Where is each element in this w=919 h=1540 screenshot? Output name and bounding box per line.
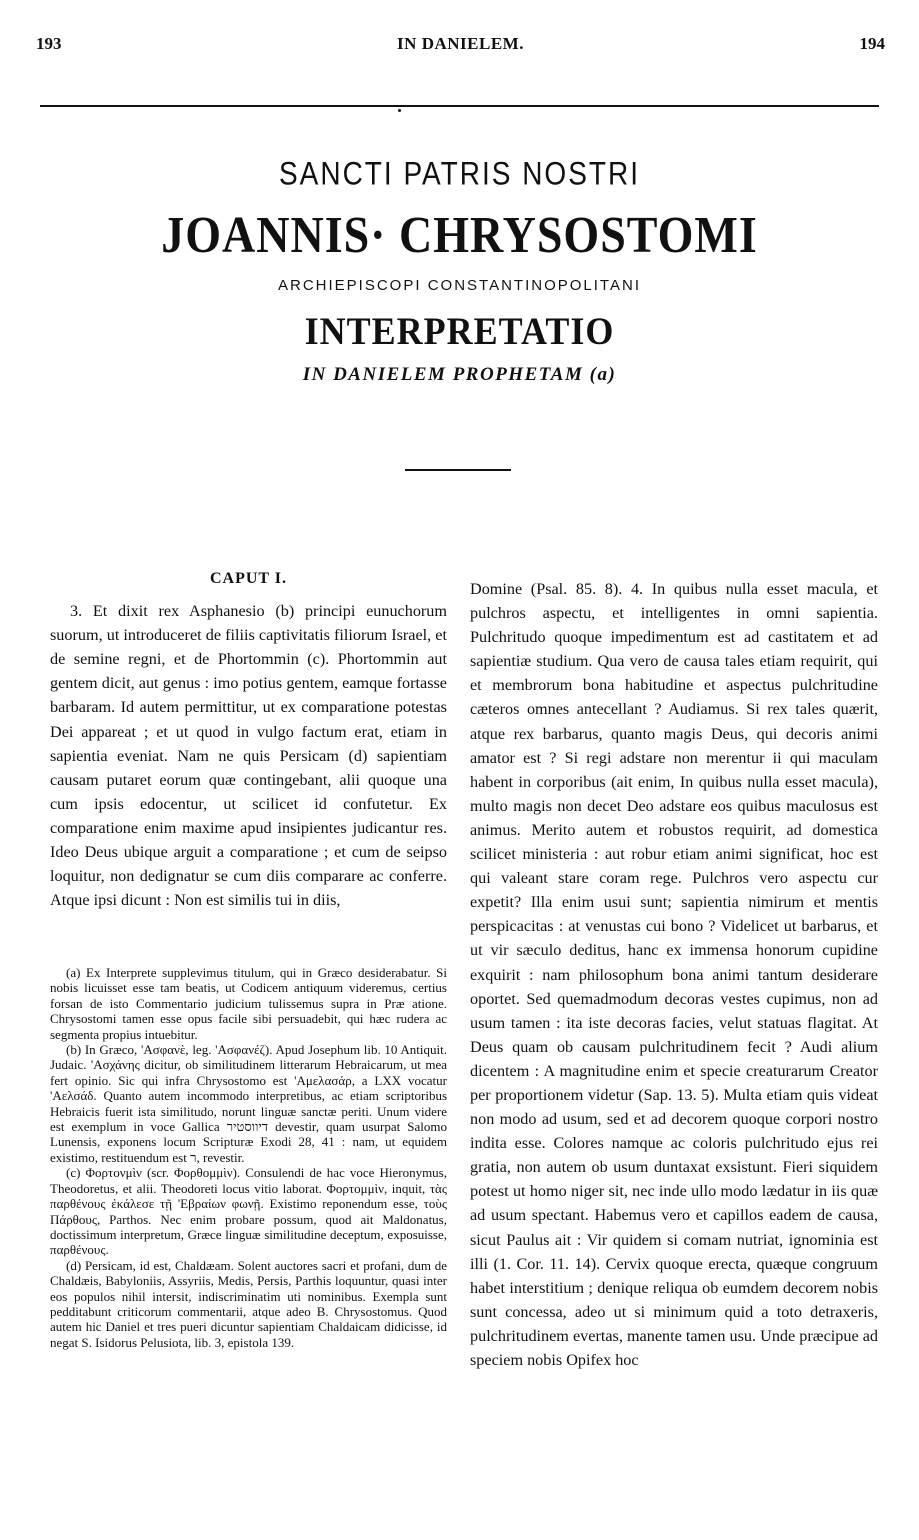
header-rule-dot	[398, 109, 401, 112]
chapter-heading: CAPUT I.	[209, 570, 288, 587]
left-column	[50, 567, 447, 912]
footnote-a: (a) Ex Interprete supplevimus titulum, qui in Græco desiderabatur. Si nobis licuisset esse tam beatis, ut Codicem antiquum videremus, certius forsan de isto Commentario judicium tulissemus supra in Præ atione. Chrysostomi tamen esse opus facile sibi persuadebit, qui hæc rudera ac segmenta propius intuebitur.	[50, 965, 447, 1042]
footnotes	[50, 965, 447, 1350]
title-block	[0, 155, 919, 386]
footnote-d: (d) Persicam, id est, Chaldæam. Solent auctores sacri et profani, dum de Chaldæis, Babyloniis, Assyriis, Medis, Persis, Parthis loquuntur, quasi inter eos populos nihil intersit, indiscriminatim uti nominibus. Exempla sunt pedditabunt criticorum commentarii, atque adeo B. Chrysostomus. Quod autem hic Daniel et tres pueri dicuntur sapientiam Chaldaicam didicisse, id negat S. Isidorus Pelusiota, lib. 3, epistola 139.	[50, 1257, 447, 1350]
title-author: JOANNIS· CHRYSOSTOMI	[161, 205, 758, 264]
page-number-left: 193	[36, 34, 62, 53]
title-line-1: SANCTI PATRIS NOSTRI	[279, 155, 640, 192]
title-work: INTERPRETATIO	[304, 309, 615, 353]
right-column-text: Domine (Psal. 85. 8). 4. In quibus nulla esset macula, et pulchros aspectu, et intelligentes in omni sapientia. Pulchritudo quoque impedimentum est ad castitatem et ad sapientiæ studium. Qua vero de causa tales etiam requirit, qui et membrorum bona habitudine et aspectus pulchritudine cæteros omnes antecellant ? Audiamus. Si rex tales quærit, atque rex barbarus, quanto magis Deus, qui decoris animi amator est ? Si regi adstare non merentur ii qui maculam habent in corporibus (ait enim, In quibus nulla esset macula), multo magis non decet Deo adstare eos quibus maculosus est animus. Merito autem et robustos requirit, ad domestica scilicet ministeria : aut robur etiam animi significat, hoc est qui valeant stare coram rege. Pulchros vero aspectu cur expetit? Illa enim usui sunt; sapientia nimirum et mentis perspicacitas : at venustas cui bono ? Videlicet ut barbarus, et ut vir sæculo deditus, hanc ex immensa honorum cupidine exquirit : nam philosophum bona animi tantum desiderare oportet. Sed quemadmodum decoras vestes cupimus, non ad usum tamen : ita iste decoras facies, velut statuas flagitat. At Deus quam ob causam pulchritudinem fecit ? Audi alium dicentem : A magnitudine enim et specie creaturarum Creator per proportionem videtur (Sap. 13. 5). Multa etiam quis videat non modo ad usum, sed et ad decorem quoque corpori nostro indita esse. Colores namque ac coloris pulchritudo ejus rei gratia, non autem ob usum duntaxat exsistunt. Fieri siquidem potest ut homo niger sit, nec inde ullo modo lædatur in iis quæ ad usum spectant. Habemus vero et capillos eadem de causa, sicut Paulus ait : Vir quidem si comam nutriat, ignominia est illi (1. Cor. 11. 14). Cervix quoque erecta, quæque congruum habet interstitium ; denique reliqua ob eumdem decorem nobis sunt concessa, adeo ut si minimum quid a toto detraxeris, pulchritudinem evertas, manente tamen usu. Unde præcipue ad speciem nobis Opifex hoc	[470, 580, 878, 1369]
footnote-c: (c) Φορτονμὶν (scr. Φορθομμὶν). Consulendi de hac voce Hieronymus, Theodoretus, et alii. Theodoreti locus vitio laborat. Φορτομμὶν, inquit, τὰς παρθένους ἐκάλεσε τῇ 'Εβραίων φωνῇ. Existimo reponendum esse, τοὺς Πάρθους, Parthos. Nec enim probare possum, quod ait Maldonatus, doctissimum interpretum, Græce linguæ similitudine deceptum, exposuisse, παρθένους.	[50, 1165, 447, 1258]
running-title: IN DANIELEM.	[397, 34, 524, 53]
left-column-text: 3. Et dixit rex Asphanesio (b) principi eunuchorum suorum, ut introduceret de filiis captivitatis filiorum Israel, et de semine regni, et de Phortommin (c). Phortommin aut gentem dicit, aut genus : imo potius gentem, eamque fortasse barbaram. Id autem permittitur, ut ex comparatione potestas Dei appareat ; et ut quod in vulgo factum erat, etiam in sapientia eveniat. Nam ne quis Persicam (d) sapientiam causam putaret eorum quæ contingebant, alii quoque una cum ipsis edocentur, ut scilicet id confutetur. Ex comparatione enim maxime apud insipientes judicantur res. Ideo Deus ubique arguit a comparatione ; et cum de seipso loquitur, non dedignatur se cum diis comparare ac conferre. Atque ipsi dicunt : Non est similis tui in diis,	[50, 602, 447, 910]
title-author-office: ARCHIEPISCOPI CONSTANTINOPOLITANI	[278, 277, 641, 294]
header-rule	[40, 105, 879, 107]
right-column	[470, 577, 878, 1372]
running-header	[36, 34, 885, 58]
footnote-b: (b) In Græco, 'Ασφανὲ, leg. 'Ασφανέζ). Apud Josephum lib. 10 Antiquit. Judaic. 'Ασχάνης dicitur, ob similitudinem litterarum Hebraicarum, ut mea fert opinio. Sic qui infra Chrysostomo est 'Αμελασάρ, a LXX vocatur 'Αελσάδ. Quanto autem incommodo interpretibus, ac etiam scriptoribus Hebraicis fuerit ista similitudo, norunt linguæ sanctæ periti. Unum videre est exemplum in voce Gallica דיווסטיר devestir, quam usurpat Salomo Lunensis, exponens locum Scripturæ Exodi 28, 41 : nam, ut equidem existimo, restituendum est ר, revestir.	[50, 1042, 447, 1165]
page-number-right: 194	[859, 34, 885, 53]
title-rule	[405, 469, 511, 471]
title-subject: IN DANIELEM PROPHETAM (a)	[302, 364, 617, 385]
